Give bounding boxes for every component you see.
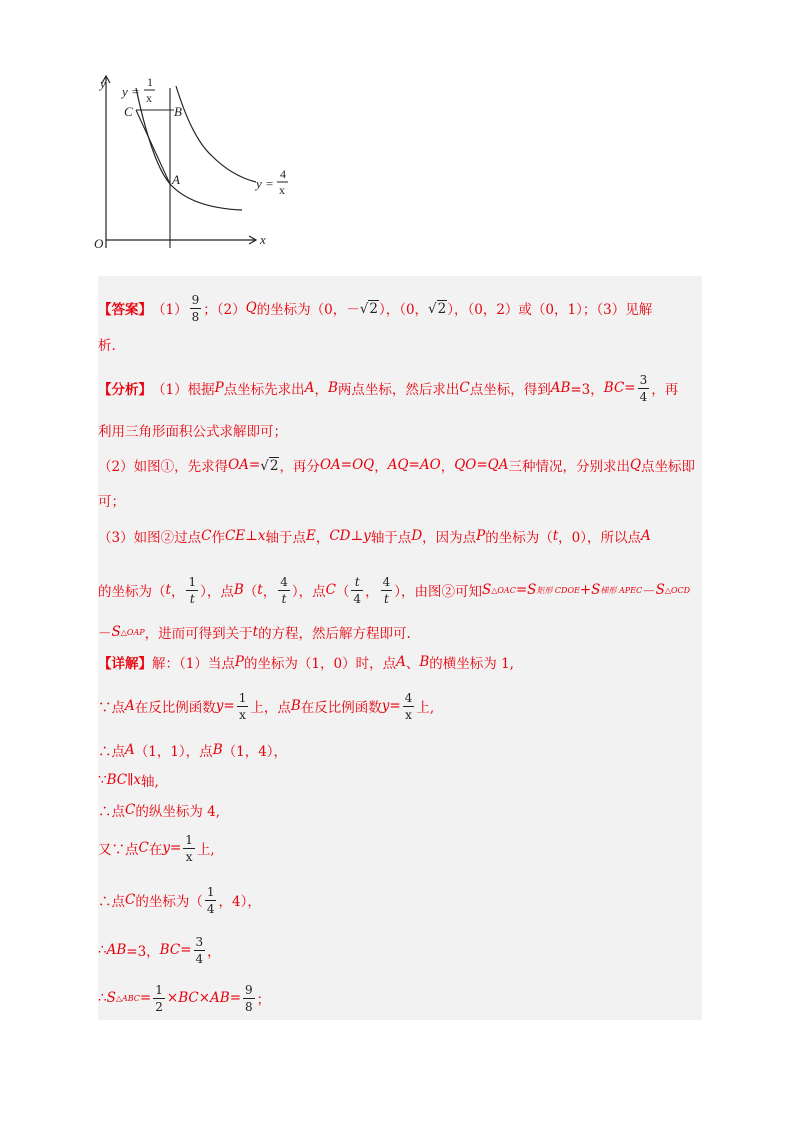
fraction-den: t (281, 591, 287, 606)
var: AQ (387, 457, 409, 473)
text: = (139, 990, 152, 1006)
text: ，因为点 (422, 530, 477, 546)
text: × (166, 990, 179, 1006)
detail-line-8 (98, 930, 702, 970)
subscript: 矩形 CDOE (536, 585, 580, 595)
text: ，再 (651, 382, 679, 398)
answer-text: 的坐标为（0，－ (256, 302, 360, 318)
var: QO (454, 457, 477, 473)
fraction (205, 886, 217, 915)
fraction-num: 4 (382, 574, 391, 589)
fraction-den: 8 (245, 999, 253, 1014)
answer-text: 析. (98, 338, 116, 354)
label-origin: O (94, 236, 104, 251)
var: BC (159, 942, 181, 958)
var: C (201, 528, 212, 544)
text: 的坐标为（ (485, 530, 553, 546)
var: S (111, 624, 121, 640)
fraction (183, 834, 195, 863)
text: 又∵点 (98, 842, 139, 858)
fraction (186, 576, 198, 605)
text: （1）根据 (152, 382, 215, 398)
text: 作 (211, 530, 225, 546)
answer-text: ），（0， (378, 302, 429, 318)
text: =3， (126, 944, 160, 960)
text: ∴点 (98, 804, 125, 820)
text: ，进而可得到关于 (144, 626, 253, 642)
sqrt-radicand: 2 (369, 300, 378, 317)
text: － (98, 626, 112, 642)
fraction-den: 2 (155, 999, 163, 1014)
text: （ (243, 584, 258, 600)
graph-svg (92, 68, 288, 254)
var: B (290, 698, 301, 714)
text: = (515, 582, 528, 598)
var: P (234, 654, 244, 670)
subscript: △OAP (120, 627, 145, 637)
detail-line-6 (98, 828, 702, 868)
analysis-line-5 (98, 526, 702, 546)
fraction (153, 984, 165, 1013)
var: C (125, 892, 136, 908)
function-graph-figure (92, 68, 288, 254)
fraction-num: 4 (404, 690, 413, 705)
var: C (459, 380, 470, 396)
answer-text: （1） (152, 302, 188, 318)
var: E (305, 528, 316, 544)
var: D (411, 528, 423, 544)
var: A (125, 698, 135, 714)
text: = (180, 942, 192, 958)
analysis-line-4 (98, 490, 702, 510)
sqrt: √ 2 (428, 300, 447, 317)
detail-line-9 (98, 978, 702, 1018)
text: 的坐标为（ (135, 894, 203, 910)
var: CE (224, 528, 246, 544)
text: ， (440, 459, 455, 475)
sqrt: √ 2 (260, 457, 279, 474)
var: P (214, 380, 224, 396)
var: B (212, 742, 223, 758)
text: = (248, 457, 261, 473)
text: 的横坐标为 1, (429, 656, 514, 672)
text: =3， (570, 382, 604, 398)
fraction-den: 4 (206, 901, 215, 916)
text: = (223, 698, 235, 714)
text: 点坐标即 (641, 459, 696, 475)
curve-y-4-over-x (176, 86, 256, 182)
var: B (233, 582, 244, 598)
var: A (304, 380, 315, 396)
var: B (327, 380, 338, 396)
text: （1，1），点 (134, 744, 213, 760)
text: 在反比例函数 (134, 700, 216, 716)
text: 轴, (140, 774, 159, 790)
fraction-num: t (354, 574, 360, 589)
text: 上, (196, 842, 215, 858)
fraction (278, 576, 290, 605)
var: OA (319, 457, 341, 473)
var: y (162, 840, 170, 856)
text: （2）如图①，先求得 (98, 459, 229, 475)
var: x (257, 528, 266, 544)
label-point-c: C (124, 104, 133, 119)
answer-text: ；（2） (203, 302, 246, 318)
subscript: △ABC (115, 993, 140, 1003)
analysis-line-2 (98, 420, 702, 440)
var: A (641, 528, 651, 544)
text: = (624, 380, 636, 396)
var: y (363, 528, 371, 544)
fraction (351, 576, 363, 605)
analysis-line-3 (98, 450, 702, 480)
text: ∴点 (98, 894, 125, 910)
var: A (396, 654, 406, 670)
var: QA (487, 457, 509, 473)
text: 点坐标先求出 (223, 382, 305, 398)
text: ），点 (200, 584, 234, 600)
text: ， (315, 530, 330, 546)
fraction (243, 984, 255, 1013)
text: = (340, 457, 353, 473)
fraction-den: x (405, 707, 412, 722)
fraction-den: 4 (353, 591, 362, 606)
label-curve1-lhs: y = (122, 84, 140, 99)
text: 上，点 (250, 700, 291, 716)
answer-var: Q (245, 300, 257, 316)
analysis-line-1 (98, 370, 702, 406)
var: AO (419, 457, 441, 473)
text: ⊥ (245, 528, 258, 544)
var: S (106, 990, 116, 1006)
var: S (655, 582, 665, 598)
text: ， (170, 584, 185, 600)
text: （3）如图②过点 (98, 530, 202, 546)
var: x (133, 772, 141, 788)
text: = (169, 840, 182, 856)
text: 解：（1）当点 (152, 656, 235, 672)
label-y-axis: y (100, 76, 106, 91)
fraction-num: 1 (238, 690, 247, 705)
text: 两点坐标，然后求出 (337, 382, 460, 398)
var: B (419, 654, 430, 670)
text: 可； (98, 494, 125, 510)
fraction-num: 1 (188, 574, 197, 589)
var: AB (210, 990, 230, 1006)
label-curve2-num: 4 (280, 167, 286, 181)
answer-line-1 (98, 290, 702, 326)
text: 三种情况，分别求出 (508, 459, 630, 475)
var: t (552, 528, 559, 544)
text: 的纵坐标为 4, (135, 804, 221, 820)
label-curve2-lhs: y = (256, 176, 274, 191)
var: CD (329, 528, 351, 544)
solution-block (98, 276, 702, 1020)
text: ∴点 (98, 744, 125, 760)
detail-line-3 (98, 740, 702, 760)
text: 利用三角形面积公式求解即可； (98, 424, 287, 440)
text: ，4）， (218, 894, 261, 910)
text: 上, (416, 700, 435, 716)
var: t (257, 582, 263, 598)
text: ∵点 (98, 700, 125, 716)
text: 的坐标为（1，0）时，点 (243, 656, 397, 672)
fraction-num: 1 (185, 832, 193, 847)
text: ， (207, 944, 221, 960)
text: ， (314, 382, 328, 398)
curve-y-1-over-x (136, 88, 242, 210)
fraction-den: x (239, 707, 246, 722)
fraction (237, 692, 249, 721)
label-curve1-den: x (146, 91, 152, 105)
text: 轴于点 (370, 530, 412, 546)
var: AB (550, 380, 571, 396)
fraction-num: 3 (639, 372, 648, 387)
text: ∥ (127, 772, 134, 788)
var: C (125, 802, 136, 818)
detail-line-1 (98, 652, 702, 672)
subscript: △OAC (491, 585, 516, 595)
var: BC (603, 380, 625, 396)
var: AB (106, 942, 127, 958)
label-curve1-num: 1 (147, 75, 153, 89)
label-point-a: A (172, 172, 180, 187)
var: OA (228, 457, 249, 473)
fraction-den: 4 (639, 389, 648, 404)
var: S (591, 582, 601, 598)
var: t (165, 582, 171, 598)
fraction-den: x (185, 849, 193, 864)
answer-text: ），（0，2）或（0，1）；（3）见解 (447, 302, 653, 318)
text: + (579, 582, 592, 598)
fraction-num: 4 (280, 574, 288, 589)
fraction-num: 9 (245, 982, 253, 997)
text: ， (365, 584, 379, 600)
analysis-tag: 【分析】 (98, 382, 152, 398)
text: ， (262, 584, 277, 600)
text: ⊥ (350, 528, 364, 544)
text: = (476, 457, 488, 473)
fraction-num: 9 (191, 292, 200, 307)
var: y (381, 698, 390, 714)
fraction-num: 1 (155, 982, 163, 997)
text: ； (256, 992, 271, 1008)
fraction (638, 374, 650, 403)
fraction-num: 1 (206, 884, 215, 899)
segment-ca (136, 110, 170, 184)
text: 轴于点 (265, 530, 306, 546)
text: ），由图②可知 (394, 584, 482, 600)
text: = (408, 457, 420, 473)
var: S (527, 582, 537, 598)
text: × (198, 990, 211, 1006)
sqrt-radicand: 2 (269, 457, 279, 474)
sqrt-radicand: 2 (437, 300, 447, 317)
text: 在反比例函数 (300, 700, 382, 716)
text: － (642, 584, 656, 600)
label-x-axis: x (260, 232, 266, 247)
detail-line-2 (98, 686, 702, 726)
detail-line-7 (98, 880, 702, 920)
text: ，再分 (279, 459, 320, 475)
text: = (229, 990, 241, 1006)
var: y (215, 698, 224, 714)
label-point-b: B (174, 104, 182, 119)
var: t (252, 624, 259, 640)
fraction-den: 4 (195, 951, 204, 966)
text: = (389, 698, 401, 714)
analysis-line-6 (98, 570, 702, 610)
text: 点坐标，得到 (469, 382, 551, 398)
var: C (325, 582, 336, 598)
answer-line-2 (98, 334, 702, 354)
var: BC (106, 772, 128, 788)
var: P (476, 528, 486, 544)
text: ， (374, 459, 388, 475)
var: C (138, 840, 149, 856)
text: ），点 (291, 584, 326, 600)
answer-tag: 【答案】 (98, 302, 152, 318)
text: 、 (405, 656, 420, 672)
var: S (481, 582, 492, 598)
detail-line-4 (98, 770, 702, 790)
subscript: △OCD (664, 585, 691, 595)
text: 的坐标为（ (98, 584, 166, 600)
fraction-den: 8 (191, 309, 200, 324)
text: ∵ (98, 772, 107, 788)
subscript: 梯形 APEC (600, 585, 643, 595)
text: ，0），所以点 (558, 530, 642, 546)
fraction-num: 3 (195, 934, 204, 949)
text: 在 (148, 842, 163, 858)
fraction-den: t (383, 591, 389, 606)
fraction (381, 576, 393, 605)
detail-tag: 【详解】 (98, 656, 152, 672)
analysis-line-7 (98, 622, 702, 642)
text: 的方程，然后解方程即可. (258, 626, 411, 642)
detail-line-5 (98, 800, 702, 820)
text: （1，4）， (222, 744, 288, 760)
fraction-den: t (189, 591, 195, 606)
fraction (194, 936, 206, 965)
fraction (403, 692, 415, 721)
var: Q (629, 457, 642, 473)
text: ∴ (98, 942, 107, 958)
fraction (190, 294, 202, 323)
var: BC (178, 990, 199, 1006)
label-curve2-den: x (279, 183, 285, 197)
var: A (125, 742, 135, 758)
text: （ (335, 584, 350, 600)
sqrt: √ 2 (359, 300, 378, 317)
text: ∴ (98, 990, 107, 1006)
var: OQ (352, 457, 375, 473)
